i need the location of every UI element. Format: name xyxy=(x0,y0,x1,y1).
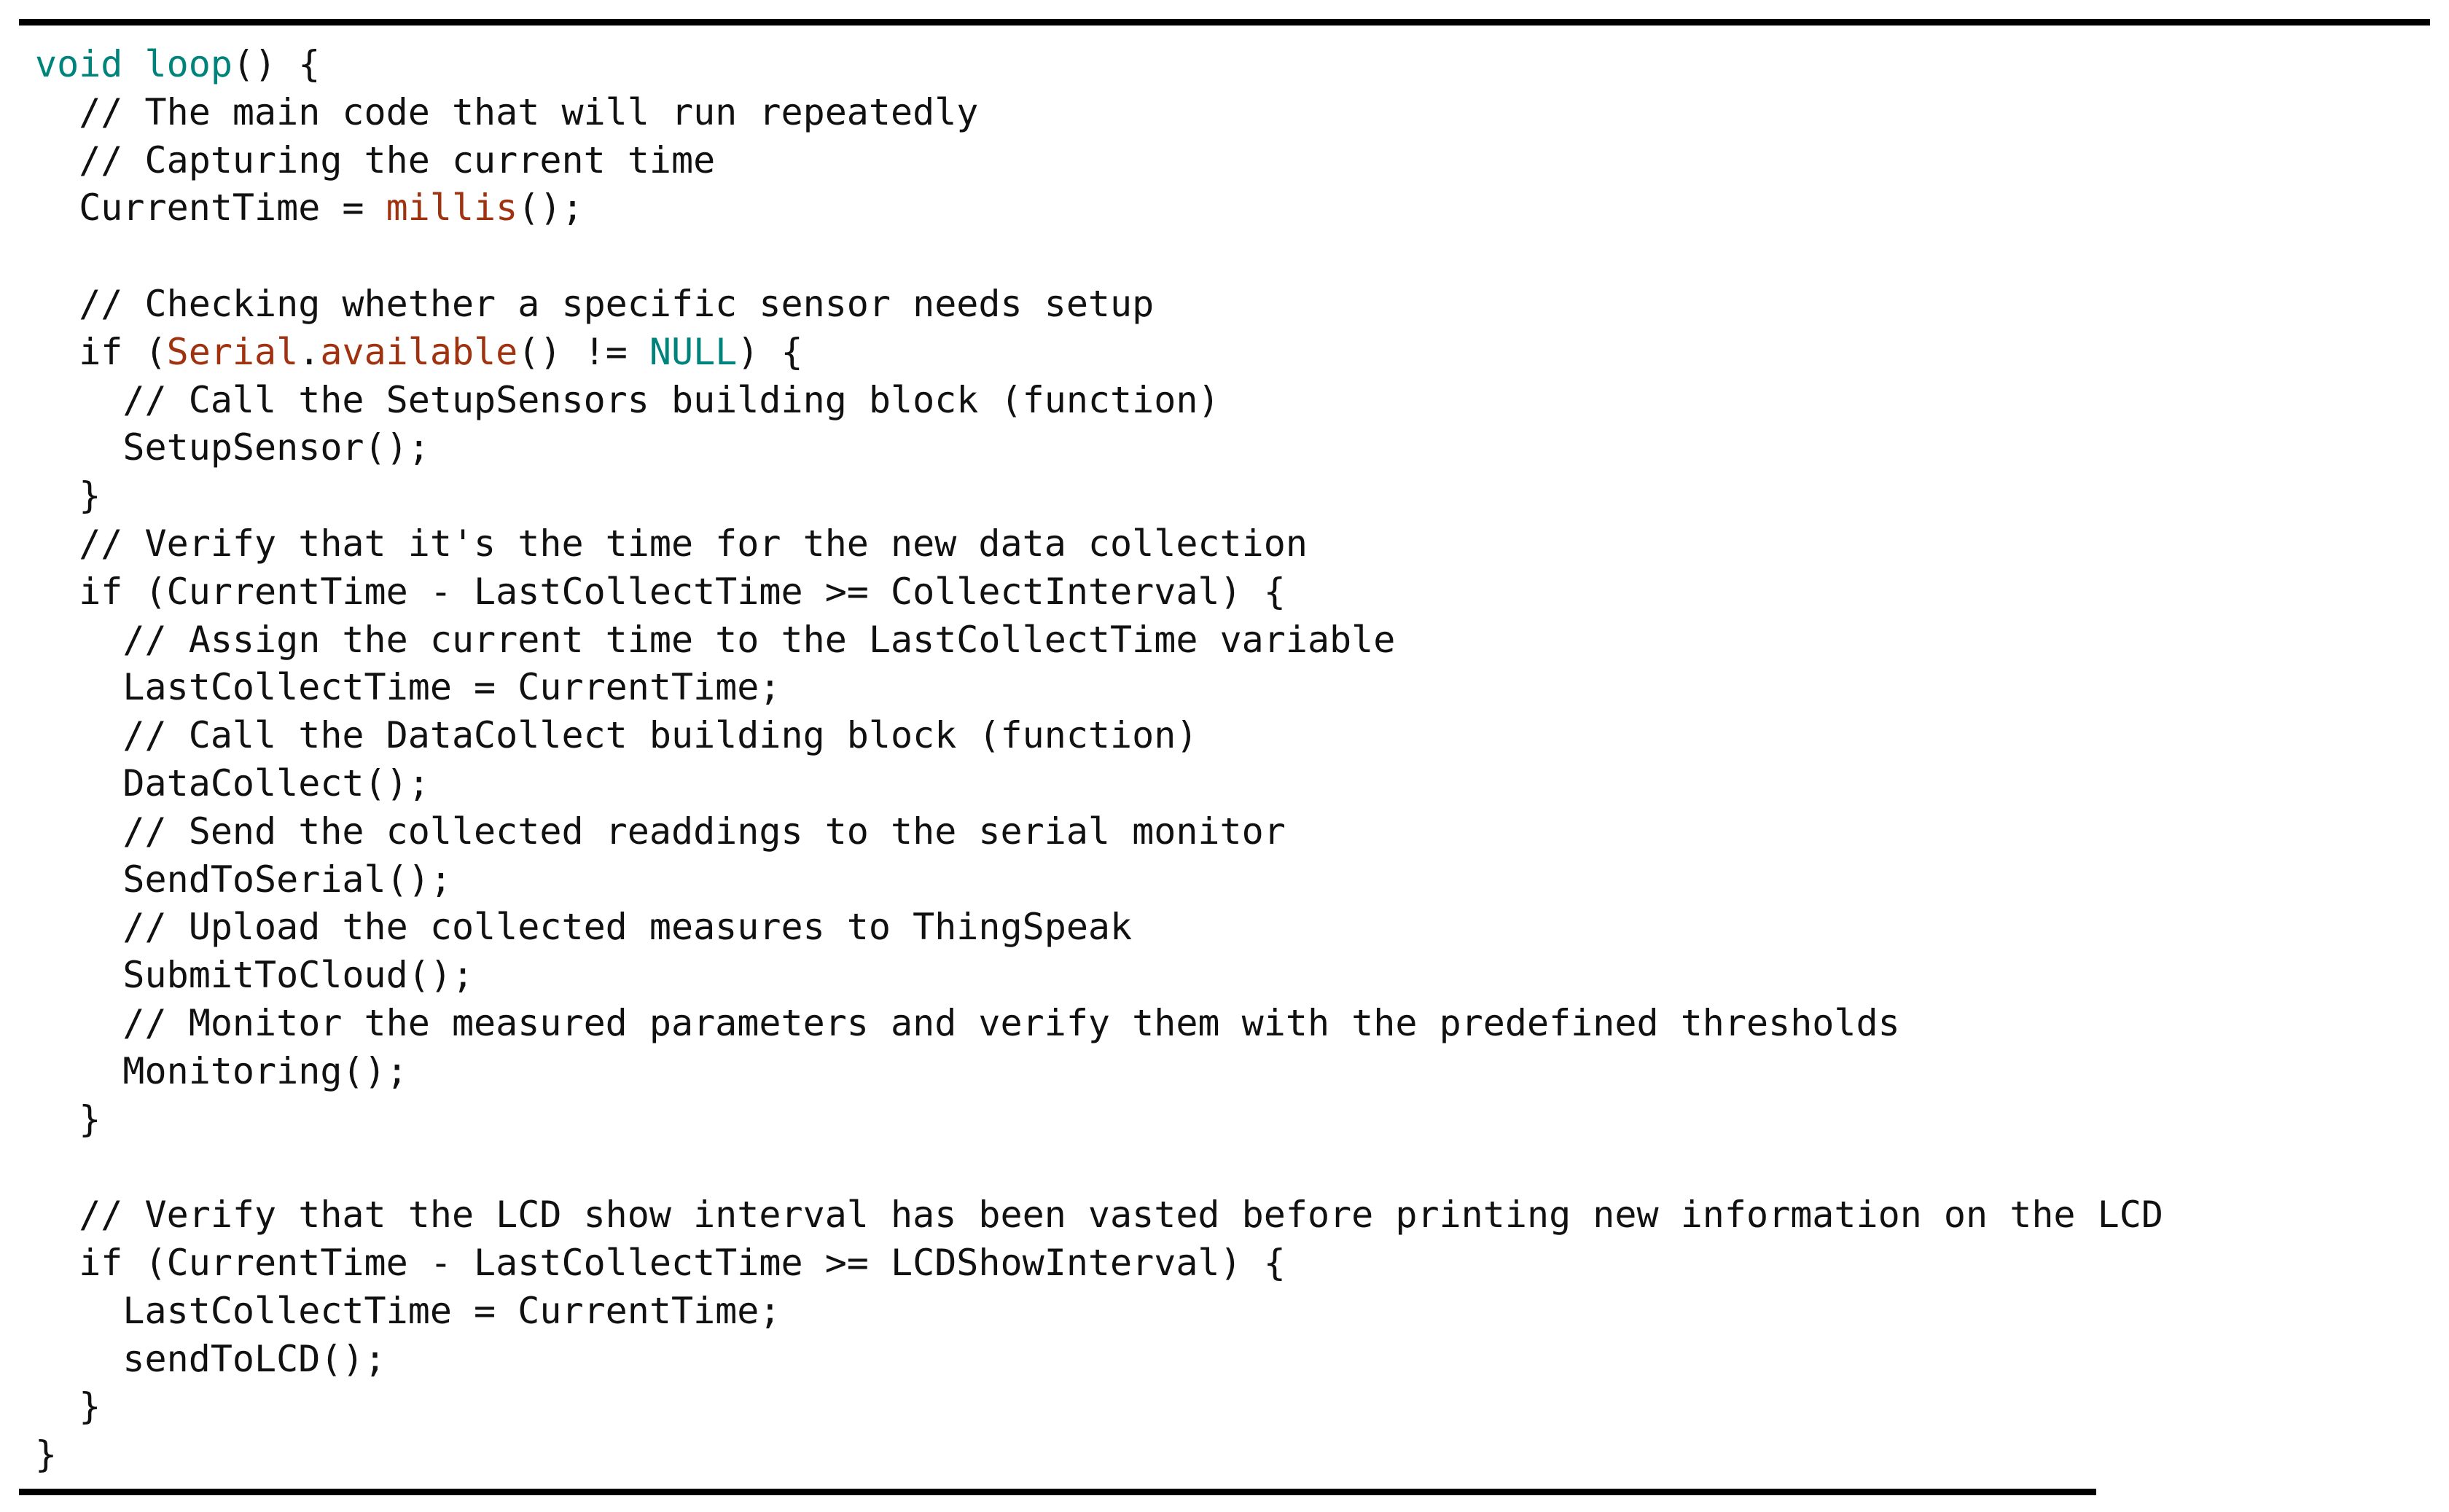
top-rule xyxy=(19,19,2430,26)
code-line-3: // Capturing the current time xyxy=(35,138,716,181)
code-token: (); xyxy=(517,187,584,230)
code-line-5 xyxy=(35,232,2163,281)
code-line-7 xyxy=(35,329,2163,377)
function-name-loop: loop xyxy=(144,43,233,85)
code-line-1 xyxy=(35,41,2163,89)
code-line-20: SubmitToCloud(); xyxy=(35,954,474,997)
code-line-17: // Send the collected readdings to the serial monitor xyxy=(35,810,1286,853)
code-line-30: } xyxy=(35,1433,58,1476)
code-line-8: // Call the SetupSensors building block (function) xyxy=(35,378,1220,421)
code-token: if ( xyxy=(35,330,167,373)
code-line-24 xyxy=(35,1143,2163,1191)
code-line-2: // The main code that will run repeatedly xyxy=(35,90,979,133)
code-token: () != xyxy=(517,330,649,373)
keyword-void: void xyxy=(35,43,123,85)
code-line-16: DataCollect(); xyxy=(35,761,430,804)
code-token: ) { xyxy=(737,330,803,373)
code-line-23: } xyxy=(35,1097,101,1140)
builtin-serial: Serial xyxy=(166,330,299,373)
code-line-22: Monitoring(); xyxy=(35,1049,408,1092)
code-line-9: SetupSensor(); xyxy=(35,426,430,469)
code-line-14: LastCollectTime = CurrentTime; xyxy=(35,666,781,709)
code-token: CurrentTime = xyxy=(35,187,386,230)
builtin-millis: millis xyxy=(386,187,518,230)
code-line-19: // Upload the collected measures to ThingSpeak xyxy=(35,906,1133,949)
code-line-21: // Monitor the measured parameters and verify them with the predefined thresholds xyxy=(35,1001,1900,1044)
code-line-10: } xyxy=(35,474,101,517)
code-token: . xyxy=(298,330,321,373)
code-line-18: SendToSerial(); xyxy=(35,858,452,901)
code-block xyxy=(35,41,2163,1479)
bottom-rule xyxy=(19,1489,2096,1495)
code-token xyxy=(122,43,144,85)
code-token: () { xyxy=(232,43,321,85)
code-line-29: } xyxy=(35,1385,101,1428)
constant-null: NULL xyxy=(649,330,738,373)
code-line-6: // Checking whether a specific sensor needs setup xyxy=(35,282,1155,325)
code-line-12: if (CurrentTime - LastCollectTime >= CollectInterval) { xyxy=(35,570,1286,613)
code-line-4 xyxy=(35,184,2163,232)
code-line-15: // Call the DataCollect building block (function) xyxy=(35,714,1198,757)
code-line-26: if (CurrentTime - LastCollectTime >= LCDShowInterval) { xyxy=(35,1241,1286,1284)
code-line-28: sendToLCD(); xyxy=(35,1337,386,1380)
code-line-27: LastCollectTime = CurrentTime; xyxy=(35,1289,781,1332)
code-line-13: // Assign the current time to the LastCollectTime variable xyxy=(35,618,1396,661)
code-line-11: // Verify that it's the time for the new data collection xyxy=(35,522,1308,565)
code-line-25: // Verify that the LCD show interval has been vasted before printing new information on the LCD xyxy=(35,1194,2163,1237)
builtin-available: available xyxy=(320,330,518,373)
